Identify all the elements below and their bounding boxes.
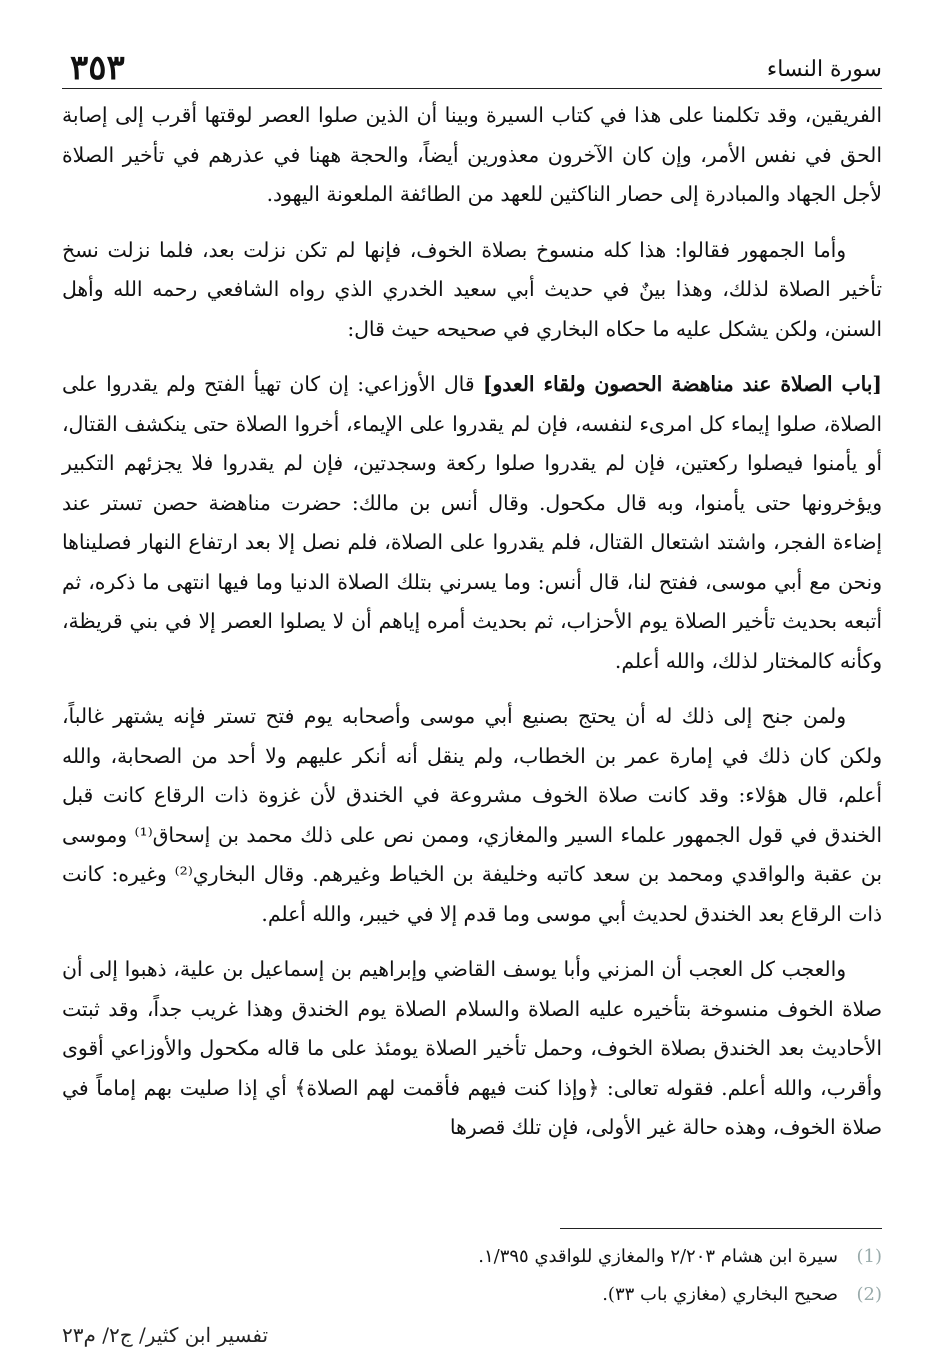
main-text [62,96,882,1148]
paragraph-4-text: ولمن جنح إلى ذلك له أن يحتج بصنيع أبي موسى وأصحابه يوم فتح تستر فإنه يشتهر غالباً، ولكن كان ذلك في إمارة عمر بن الخطاب، ولم ينقل أنه أنكر عليهم ولا أحد من الصحابة، والله أعلم، قال هؤلاء: وقد كانت صلاة الخوف مشروعة في الخندق لأن غزوة ذات الرقاع كانت قبل الخندق في قول الجمهور علماء السير والمغازي، وممن نص على ذلك محمد بن إسحاق⁽¹⁾ وموسى بن عقبة والواقدي ومحمد بن سعد كاتبه وخليفة بن الخياط وغيرهم. وقال البخاري⁽²⁾ وغيره: كانت ذات الرقاع بعد الخندق لحديث أبي موسى وما قدم إلا في خيبر، والله أعلم. [62,704,882,926]
footnote-2-number: (2) [856,1284,882,1305]
running-title: سورة النساء [766,57,882,82]
footnote-2 [62,1276,882,1314]
footnote-1 [62,1238,882,1276]
page-number: ٣٥٣ [70,48,125,88]
footnotes [62,1238,882,1314]
paragraph-2 [62,231,882,350]
paragraph-5-text: والعجب كل العجب أن المزني وأبا يوسف القاضي وإبراهيم بن إسماعيل بن علية، ذهبوا إلى أن صلاة الخوف منسوخة بتأخيره عليه الصلاة والسلام الصلاة يوم الخندق وهذا غريب جداً، وقد ثبتت الأحاديث بعد الخندق بصلاة الخوف، وحمل تأخير الصلاة يومئذ على ما قاله مكحول والأوزاعي أقوى وأقرب، والله أعلم. فقوله تعالى: ﴿وإذا كنت فيهم فأقمت لهم الصلاة﴾ أي إذا صليت بهم إماماً في صلاة الخوف، وهذه حالة غير الأولى، فإن تلك قصرها [62,957,882,1139]
chapter-heading: [باب الصلاة عند مناهضة الحصون ولقاء العدو] [482,372,882,396]
page-header [62,46,882,89]
paragraph-1 [62,96,882,215]
paragraph-2-text: وأما الجمهور فقالوا: هذا كله منسوخ بصلاة الخوف، فإنها لم تكن نزلت بعد، فلما نزلت نسخ تأخير الصلاة لذلك، وهذا بينٌ في حديث أبي سعيد الخدري الذي رواه الشافعي رحمه الله وأهل السنن، ولكن يشكل عليه ما حكاه البخاري في صحيحه حيث قال: [62,237,882,341]
footnote-2-text: صحيح البخاري (مغازي باب ٣٣). [602,1284,838,1305]
footnote-divider [560,1228,882,1229]
paragraph-3-text: قال الأوزاعي: إن كان تهيأ الفتح ولم يقدروا على الصلاة، صلوا إيماء كل امرىء لنفسه، فإن لم يقدروا على الإيماء، أخروا الصلاة حتى ينكشف القتال، أو يأمنوا فيصلوا ركعتين، فإن لم يقدروا صلوا ركعة وسجدتين، فإن لم يقدروا فلا يجزئهم التكبير ويؤخرونها حتى يأمنوا، وبه قال مكحول. وقال أنس بن مالك: حضرت مناهضة حصن تستر عند إضاءة الفجر، واشتد اشتعال القتال، فلم يقدروا على الصلاة، فلم نصل إلا بعد ارتفاع النهار فصليناها ونحن مع أبي موسى، ففتح لنا، قال أنس: وما يسرني بتلك الصلاة الدنيا وما فيها انتهى ما ذكره، ثم أتبعه بحديث تأخير الصلاة يوم الأحزاب، ثم بحديث أمره إياهم أن لا يصلوا العصر إلا في بني قريظة، وكأنه كالمختار لذلك، والله أعلم. [62,372,882,673]
page-footer: تفسير ابن كثير/ ج٢/ م٢٣ [62,1323,269,1347]
paragraph-1-text: الفريقين، وقد تكلمنا على هذا في كتاب السيرة وبينا أن الذين صلوا العصر لوقتها أقرب إلى إصابة الحق في نفس الأمر، وإن كان الآخرون معذورين أيضاً، والحجة ههنا في عذرهم في تأخير الصلاة لأجل الجهاد والمبادرة إلى حصار الناكثين للعهد من الطائفة الملعونة اليهود. [62,103,882,206]
paragraph-5 [62,950,882,1148]
footnote-1-number: (1) [856,1246,882,1267]
footnote-1-text: سيرة ابن هشام ٢/٢٠٣ والمغازي للواقدي ١/٣٩٥. [478,1246,838,1267]
paragraph-4 [62,697,882,934]
paragraph-3-quotation [62,365,882,681]
